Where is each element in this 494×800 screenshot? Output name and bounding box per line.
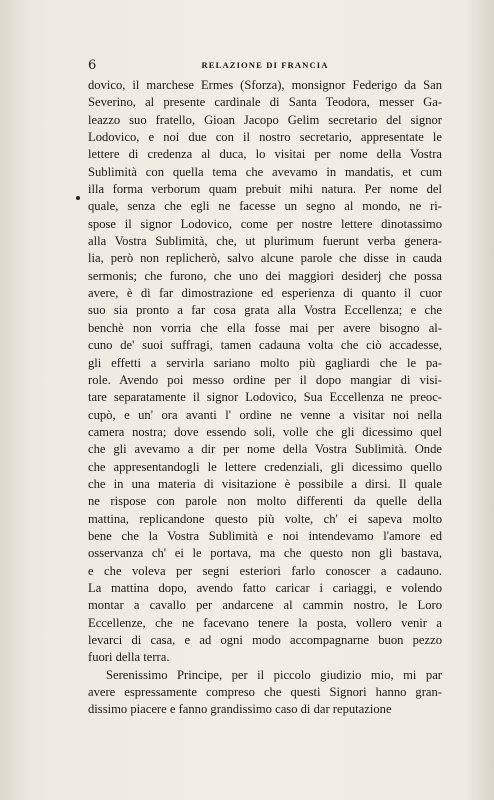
text-line: Severino, al presente cardinale di Santa Teodora, messer Ga- [88,95,442,110]
text-line: avere espressamente compreso che questi Signori hanno gran- [88,685,442,700]
running-title: RELAZIONE DI FRANCIA [201,60,329,70]
text-line: che in una materia di visitazione è possibile a dirsi. Il quale [88,476,442,491]
text-line: camera nostra; dove essendo soli, volle che gli dicessimo quel [88,424,442,439]
text-line: gli effetti a servirla sariano molto più gagliardi che le pa- [88,355,442,370]
text-line: che appresentandogli le lettere credenziali, gli dicessimo quello [88,459,442,474]
text-line: cuno de' suoi suffragi, tamen cadauna volta che ciò accadesse, [88,338,442,353]
text-line: Eccellenze, che ne facevano tenere la posta, vollero venir a [88,615,442,630]
text-line: suo sia pronto a far cosa grata alla Vostra Eccellenza; e che [88,303,442,318]
text-line: montar a cavallo per andarcene al cammin nostro, le Loro [88,598,442,613]
text-line: role. Avendo poi messo ordine per il dopo mangiar di visi- [88,372,442,387]
text-line: lia, però non replicherò, salvo alcune parole che disse in cauda [88,251,442,266]
page-header [88,58,442,76]
text-line: levarci di casa, e ad ogni modo accompagnarne buon pezzo [88,633,442,647]
text-line: tare separatamente il signor Lodovico, Sua Eccellenza ne preoc- [88,390,442,405]
body-text [88,77,442,719]
text-line: osservanza ch' ei le portava, ma che questo non gli bastava, [88,546,442,561]
text-line: avere, è di far dimostrazione ed esperienza di quanto il cuor [88,286,442,301]
text-line: e che voleva per segni esteriori farlo conoscer a cadauno. [88,563,442,578]
page-number: 6 [88,58,97,73]
text-line: sermonis; che furono, che uno dei maggiori desiderj che possa [88,268,442,283]
text-line: mattina, replicandone questo più volte, ch' ei sapeva molto [88,511,442,526]
text-line: La mattina dopo, avendo fatto caricar i cariaggi, e volendo [88,580,442,595]
text-line: Serenissimo Principe, per il piccolo giudizio mio, mi par [106,667,442,682]
text-line: Sublimità con quella tema che avevamo in mandatis, et cum [88,164,442,179]
text-line: quale, senza che egli ne facesse un segno al mondo, ne ri- [88,199,442,214]
text-line: che gli avevamo a dir per nome della Vostra Sublimità. Onde [88,442,442,457]
text-line: spose il signor Lodovico, come per nostre lettere dinotassimo [88,216,442,231]
margin-mark [76,196,80,200]
text-line: cupò, e un' ora avanti l' ordine ne venne a visitar noi nella [88,407,442,422]
text-line: bene che la Vostra Sublimità e noi intendevamo l'amore ed [88,528,442,543]
text-line: ne rispose con parole non molto differenti da quelle della [88,494,442,509]
text-line: leazzo suo fratello, Gioan Jacopo Gelim secretario del signor [88,112,442,127]
text-line: illa forma verborum quam prebuit mihi natura. Per nome del [88,182,442,197]
text-line: lettere di credenza al duca, lo visitai per nome della Vostra [88,147,442,162]
text-line: dovico, il marchese Ermes (Sforza), monsignor Federigo da San [88,78,442,92]
text-line: Lodovico, e noi due con il nostro secretario, appresentate le [88,130,442,145]
text-line: alla Vostra Sublimità, che, ut plurimum fuerunt verba genera- [88,234,442,249]
text-line: dissimo piacere e fanno grandissimo caso di dar reputazione [88,702,392,717]
text-line: benchè non vorria che ella fosse mai per avere bisogno al- [88,320,442,335]
text-line: fuori della terra. [88,650,170,665]
